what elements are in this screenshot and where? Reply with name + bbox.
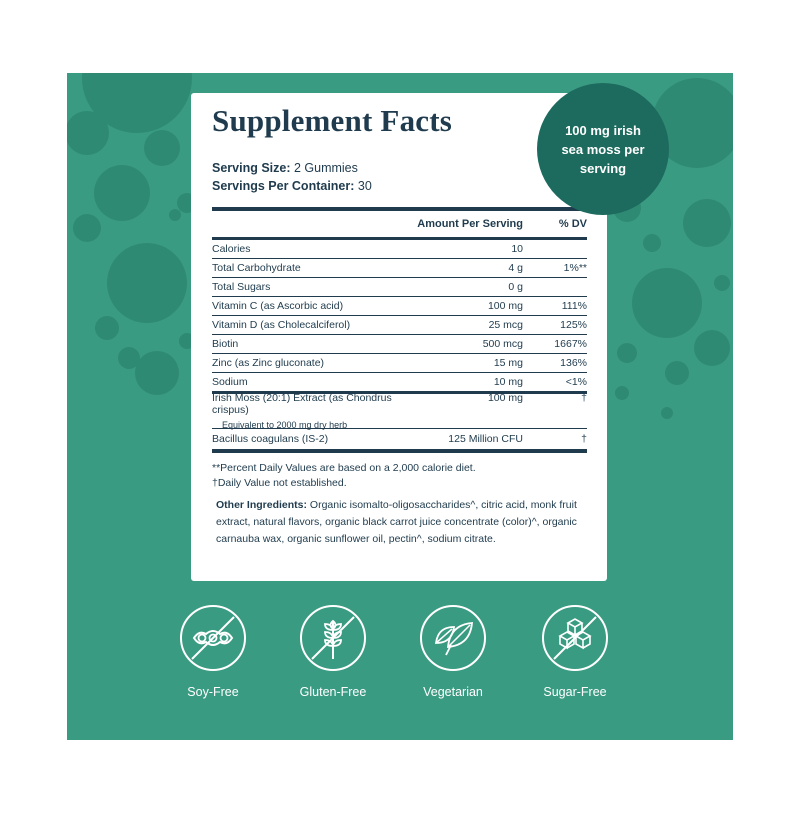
- irish-moss-name: Irish Moss (20:1) Extract (as Chondrus crispus): [212, 392, 392, 416]
- nutrient-row: Biotin 500 mcg 1667%: [212, 335, 587, 354]
- dietary-icons: [67, 603, 733, 723]
- servings-label: Servings Per Container:: [212, 179, 355, 193]
- other-ingredients: [212, 497, 587, 548]
- facts-title: Supplement Facts: [212, 103, 453, 138]
- vegetarian-icon: [418, 603, 488, 673]
- nutrient-row: Zinc (as Zinc gluconate) 15 mg 136%: [212, 354, 587, 373]
- nutrient-row: Sodium 10 mg <1%: [212, 373, 587, 394]
- gluten-free-label: Gluten-Free: [299, 685, 367, 699]
- footnotes: [212, 461, 587, 491]
- bacillus-amount: 125 Million CFU: [448, 433, 523, 445]
- bacillus-row: [212, 429, 587, 453]
- gluten-free-icon: [298, 603, 368, 673]
- soy-free-item: [153, 603, 273, 699]
- ingredients-text: Organic isomalto-oligosaccharides^, citric acid, monk fruit extract, natural flavors, organic black carrot juice concentrate (color)^, organic carnauba wax, organic sunflower oil, pectin^, sodium citrate.: [216, 499, 577, 545]
- sugar-free-item: [515, 603, 635, 699]
- nutrient-row: Vitamin D (as Cholecalciferol) 25 mcg 125%: [212, 316, 587, 335]
- irish-moss-amount: 100 mg: [487, 392, 523, 404]
- footnote-dv: **Percent Daily Values are based on a 2,000 calorie diet.: [212, 462, 476, 474]
- irish-moss-dv: †: [581, 392, 587, 404]
- header-dv: % DV: [558, 218, 587, 230]
- serving-size-label: Serving Size:: [212, 161, 291, 175]
- nutrient-row: Total Sugars 0 g: [212, 278, 587, 297]
- nutrient-row: Total Carbohydrate 4 g 1%**: [212, 259, 587, 278]
- ingredients-label: Other Ingredients:: [216, 499, 308, 511]
- irish-moss-equivalent: Equivalent to 2000 mg dry herb: [222, 420, 348, 430]
- sugar-free-label: Sugar-Free: [543, 685, 607, 699]
- soy-free-icon: [178, 603, 248, 673]
- product-panel: [67, 73, 733, 740]
- irish-moss-row: [212, 394, 587, 429]
- facts-header-row: [212, 211, 587, 240]
- header-amount: Amount Per Serving: [417, 218, 523, 230]
- vegetarian-label: Vegetarian: [423, 685, 483, 699]
- badge-text: 100 mg irish sea moss per serving: [561, 122, 645, 176]
- nutrient-rows: [212, 240, 587, 394]
- servings-value: 30: [357, 179, 372, 193]
- serving-info: [212, 159, 587, 195]
- sugar-free-icon: [540, 603, 610, 673]
- bacillus-dv: †: [581, 433, 587, 445]
- footnote-dagger: †Daily Value not established.: [212, 477, 347, 489]
- bacillus-name: Bacillus coagulans (IS-2): [212, 433, 329, 445]
- gluten-free-item: [273, 603, 393, 699]
- serving-size-value: 2 Gummies: [293, 161, 358, 175]
- nutrient-row: Vitamin C (as Ascorbic acid) 100 mg 111%: [212, 297, 587, 316]
- nutrient-row: Calories 10: [212, 240, 587, 259]
- sea-moss-badge: [537, 83, 669, 215]
- vegetarian-item: [393, 603, 513, 699]
- soy-free-label: Soy-Free: [187, 685, 239, 699]
